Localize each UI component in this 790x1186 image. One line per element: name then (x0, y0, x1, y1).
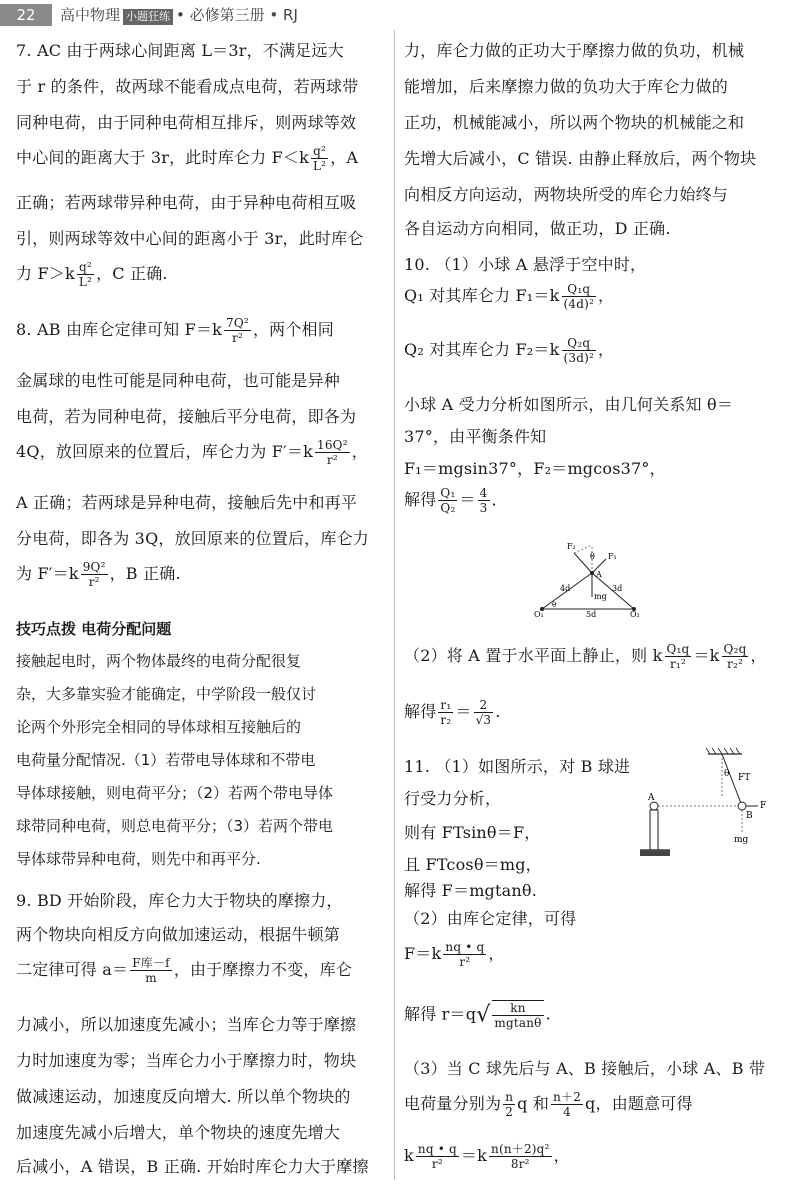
denominator: r² (459, 955, 471, 969)
label-B: B (746, 811, 753, 821)
label-A: A (648, 793, 655, 803)
q8-line-formula (16, 438, 368, 467)
fraction (492, 1000, 543, 1030)
label-F2: F₂ (567, 542, 576, 551)
tip-line: 接触起电时，两个物体最终的电荷分配很复 (16, 652, 302, 670)
q11-line-formula (404, 1000, 551, 1030)
denominator: 2 (505, 1105, 514, 1119)
fraction (474, 698, 494, 727)
q10-text: 解得 (404, 490, 437, 509)
q11-line: 解得 F＝mgtanθ. (404, 881, 537, 900)
numerator: nq • q (445, 940, 485, 954)
fraction (443, 940, 486, 969)
numerator: n＋2 (553, 1090, 582, 1104)
label-F: F (760, 801, 767, 811)
numerator: r₁ (440, 698, 452, 712)
q10-text: ， (598, 340, 615, 359)
q9-line: 力时加速度为零；当库仑力小于摩擦力时，物块 (16, 1051, 357, 1070)
q9-line: 两个物块向相反方向做加速运动，根据牛顿第 (16, 925, 341, 944)
book-title: 高中物理 (60, 6, 121, 24)
numerator: Q₂q (723, 642, 747, 656)
denominator: 3 (479, 501, 488, 515)
q9-line-formula (16, 956, 352, 985)
q11-text: 电荷量分别为 (404, 1094, 502, 1113)
q8-text: ，B 正确. (109, 564, 181, 583)
denominator: √3 (475, 713, 492, 727)
q8-text: 4Q，放回原来的位置后，库仑力为 F′＝k (16, 442, 314, 461)
q10b-text: . (495, 702, 501, 721)
label-A: A (596, 570, 602, 579)
numerator: n (505, 1090, 514, 1104)
q8-line-formula (16, 316, 334, 345)
numerator: 9Q² (82, 560, 106, 574)
fraction (224, 316, 251, 345)
numerator: F库－f (132, 956, 170, 970)
q11-text: q，由题意可得 (585, 1094, 693, 1113)
label-mg: mg (594, 592, 607, 601)
q11-text: q 和 (517, 1094, 550, 1113)
numerator: q² (311, 144, 328, 159)
q11-line: 行受力分析， (404, 789, 502, 808)
fraction (81, 560, 108, 589)
denominator: r² (431, 1157, 443, 1171)
q11-text: ， (488, 944, 505, 963)
q10-text: Q₂ 对其库仑力 F₂＝k (404, 340, 560, 359)
q11-line-formula (404, 1090, 693, 1119)
denominator: r² (88, 575, 100, 589)
label-mg: mg (734, 835, 749, 845)
denominator: 4 (563, 1105, 571, 1119)
tip-line: 导体球接触，则电荷平分；（2）若两个带电导体 (16, 784, 334, 802)
fraction (503, 1090, 515, 1119)
tip-line: 论两个外形完全相同的导体球相互接触后的 (16, 718, 302, 736)
fraction (315, 438, 350, 467)
q10-line: 小球 A 受力分析如图所示，由几何关系知 θ＝ (404, 395, 734, 414)
tip-title: 技巧点拨 电荷分配问题 (16, 620, 172, 638)
denominator: L² (313, 159, 327, 173)
denominator: r₂² (727, 657, 743, 671)
q11-text: 解得 r＝q (404, 1004, 477, 1024)
q8-text: 为 F′＝k (16, 564, 79, 583)
q10-force-diagram (534, 535, 644, 617)
q7-text: ，C 正确. (96, 264, 168, 283)
q7-text: ，A (330, 148, 359, 167)
q9-line: 后减小，A 错误，B 正确. 开始时库仑力大于摩擦 (16, 1157, 369, 1176)
q10-text: ． (491, 490, 508, 509)
q9-text: ，由于摩擦力不变，库仑 (173, 960, 353, 979)
q9-line: 做减速运动，加速度反向增大. 所以单个物块的 (16, 1087, 351, 1106)
q8-line: 电荷，若为同种电荷，接触后平分电荷，即各为 (16, 407, 357, 426)
q9-cont-line: 力，库仑力做的正功大于摩擦力做的负功，机械 (404, 41, 745, 60)
q10-line: F₁＝mgsin37°，F₂＝mgcos37°， (404, 459, 666, 478)
q9-line: 加速度先减小后增大，单个物块的速度先增大 (16, 1123, 341, 1142)
numerator: Q₂q (562, 336, 597, 351)
q10-line: 37°，由平衡条件知 (404, 427, 547, 446)
denominator: (3d)² (563, 351, 595, 365)
tip-line: 电荷量分配情况.（1）若带电导体球和不带电 (16, 751, 316, 769)
label-5d: 5d (586, 610, 597, 617)
header-title (60, 4, 298, 26)
q8-line: 分电荷，即各为 3Q，放回原来的位置后，库仑力 (16, 529, 369, 548)
denominator: L² (78, 275, 93, 289)
numerator: Q₁q (562, 282, 597, 297)
fraction (311, 144, 328, 173)
book-subtitle: • 必修第三册 • RJ (176, 6, 298, 24)
tip-line: 杂，大多靠实验才能确定，中学阶段一般仅讨 (16, 685, 317, 703)
q7-line-formula (16, 144, 358, 173)
tip-line: 球带同种电荷，则总电荷平分；（3）若两个带电 (16, 817, 334, 835)
fraction (130, 956, 172, 985)
brand-logo: 小题狂练 (123, 9, 173, 25)
q11-line: 11. （1）如图所示，对 B 球进 (404, 757, 631, 776)
q7-line: 引，则两球等效中心间的距离小于 3r，此时库仑 (16, 229, 364, 248)
fraction (665, 642, 692, 671)
q8-line: A 正确；若两球是异种电荷，接触后先中和再平 (16, 493, 358, 512)
numerator: q² (77, 260, 94, 275)
denominator: r² (232, 331, 243, 345)
q10-line-formula (404, 336, 614, 365)
q10b-result-line: 解得 $\frac{\text{r₁}}{\text{r₂}}$ ＝ $\frac{2}{√3}$ . (404, 698, 501, 727)
q7-line: 正确；若两球带异种电荷，由于异种电荷相互吸 (16, 193, 357, 212)
q7-line: 于 r 的条件，故两球不能看成点电荷，若两球带 (16, 77, 359, 96)
q8-text: ， (351, 442, 368, 461)
column-divider (394, 30, 395, 1180)
label-theta: θ (724, 769, 730, 779)
numerator: 7Q² (226, 316, 249, 330)
q10-line-formula (404, 282, 614, 311)
page-header (0, 0, 790, 28)
q7-line-formula (16, 260, 168, 289)
label-3d: 3d (612, 584, 623, 593)
denominator: m (145, 971, 157, 985)
page-number: 22 (0, 4, 52, 26)
numerator: 16Q² (317, 438, 348, 452)
q9-cont-line: 向相反方向运动，两物块所受的库仑力始终与 (404, 185, 729, 204)
fraction (562, 336, 597, 365)
q9-text: 二定律可得 a＝ (16, 960, 129, 979)
q10b-text: 解得 (404, 702, 437, 721)
fraction (438, 698, 453, 727)
fraction (562, 282, 597, 311)
fraction (77, 260, 94, 289)
q10b-line-formula (404, 642, 767, 671)
q7-text: 力 F＞k (16, 264, 75, 283)
q9-line: 力减小，所以加速度先减小；当库仑力等于摩擦 (16, 1015, 357, 1034)
q10b-text: （2）将 A 置于水平面上静止，则 k (404, 646, 663, 665)
numerator: Q₁ (440, 486, 456, 500)
numerator: kn (492, 1001, 543, 1016)
tip-line: 导体球带异种电荷，则先中和再平分. (16, 850, 261, 868)
fraction (478, 486, 490, 515)
q10-line-formula: 解得 $\frac{\text{Q₁}}{\text{Q₂}}$ ＝ $\frac{4}{3}$ ． (404, 486, 508, 515)
fraction (438, 486, 457, 515)
label-Q2: Q₂ (630, 610, 640, 617)
fraction (551, 1090, 583, 1119)
label-theta-2: θ (552, 601, 557, 609)
q8-line-formula (16, 560, 181, 589)
q10b-text: ＝k (693, 646, 720, 665)
q11-text: F＝k (404, 944, 442, 963)
q9-cont-line: 能增加，后来摩擦力做的负功大于库仑力做的 (404, 77, 729, 96)
numerator: 4 (479, 486, 488, 500)
label-4d: 4d (560, 584, 571, 593)
denominator: r₁² (669, 657, 686, 671)
label-Q1: Q₁ (534, 610, 544, 617)
denominator: r₂ (440, 713, 452, 727)
denominator: (4d)² (563, 297, 595, 311)
q10-text: Q₁ 对其库仑力 F₁＝k (404, 286, 560, 305)
q11-line: （2）由库仑定律，可得 (404, 909, 577, 928)
q11-line-formula (404, 940, 505, 969)
q10-text: ， (598, 286, 615, 305)
q7-line: 7. AC 由于两球心间距离 L＝3r，不满足远大 (16, 41, 344, 60)
fraction (722, 642, 749, 671)
q11-line-formula (404, 1142, 570, 1171)
q8-text: 8. AB 由库仑定律可知 F＝k (16, 320, 223, 339)
fraction (489, 1142, 552, 1171)
q7-line: 同种电荷，由于同种电荷相互排斥，则两球等效 (16, 113, 357, 132)
q8-text: ，两个相同 (252, 320, 334, 339)
q11-line: 则有 FTsinθ＝F， (404, 823, 541, 842)
q7-text: 中心间的距离大于 3r，此时库仑力 F＜k (16, 148, 309, 167)
q10-line: 10. （1）小球 A 悬浮于空中时， (404, 255, 647, 274)
q11-text: ， (553, 1146, 570, 1165)
q10b-text: ， (750, 646, 767, 665)
q9-cont-line: 各自运动方向相同，做正功，D 正确. (404, 219, 671, 238)
denominator: Q₂ (440, 501, 456, 515)
q11-text: ＝k (460, 1146, 488, 1165)
numerator: Q₁q (666, 642, 690, 656)
q11-line: 且 FTcosθ＝mg， (404, 855, 542, 874)
label-FT: FT (738, 773, 751, 783)
denominator: mgtanθ (494, 1016, 542, 1030)
label-F1: F₁ (608, 552, 617, 561)
q8-line: 金属球的电性可能是同种电荷，也可能是异种 (16, 371, 341, 390)
q9-line: 9. BD 开始阶段，库仑力大于物块的摩擦力， (16, 891, 343, 910)
q11-line: （3）当 C 球先后与 A、B 接触后，小球 A、B 带 (404, 1059, 766, 1078)
fraction (416, 1142, 459, 1171)
tip-box (16, 618, 388, 639)
label-theta: θ (590, 552, 595, 561)
sqrt-sign: √ (476, 1002, 491, 1028)
q9-cont-line: 先增大后减小，C 错误. 由静止释放后，两个物块 (404, 149, 757, 168)
denominator: 8r² (510, 1157, 530, 1171)
numerator: n(n＋2)q² (491, 1142, 550, 1156)
q9-cont-line: 正功，机械能减小，所以两个物块的机械能之和 (404, 113, 745, 132)
q11-force-diagram (630, 746, 768, 866)
q11-text: k (404, 1146, 414, 1165)
q11-text: . (545, 1004, 551, 1024)
denominator: r² (326, 453, 338, 467)
numerator: 2 (474, 698, 494, 713)
numerator: nq • q (417, 1142, 457, 1156)
